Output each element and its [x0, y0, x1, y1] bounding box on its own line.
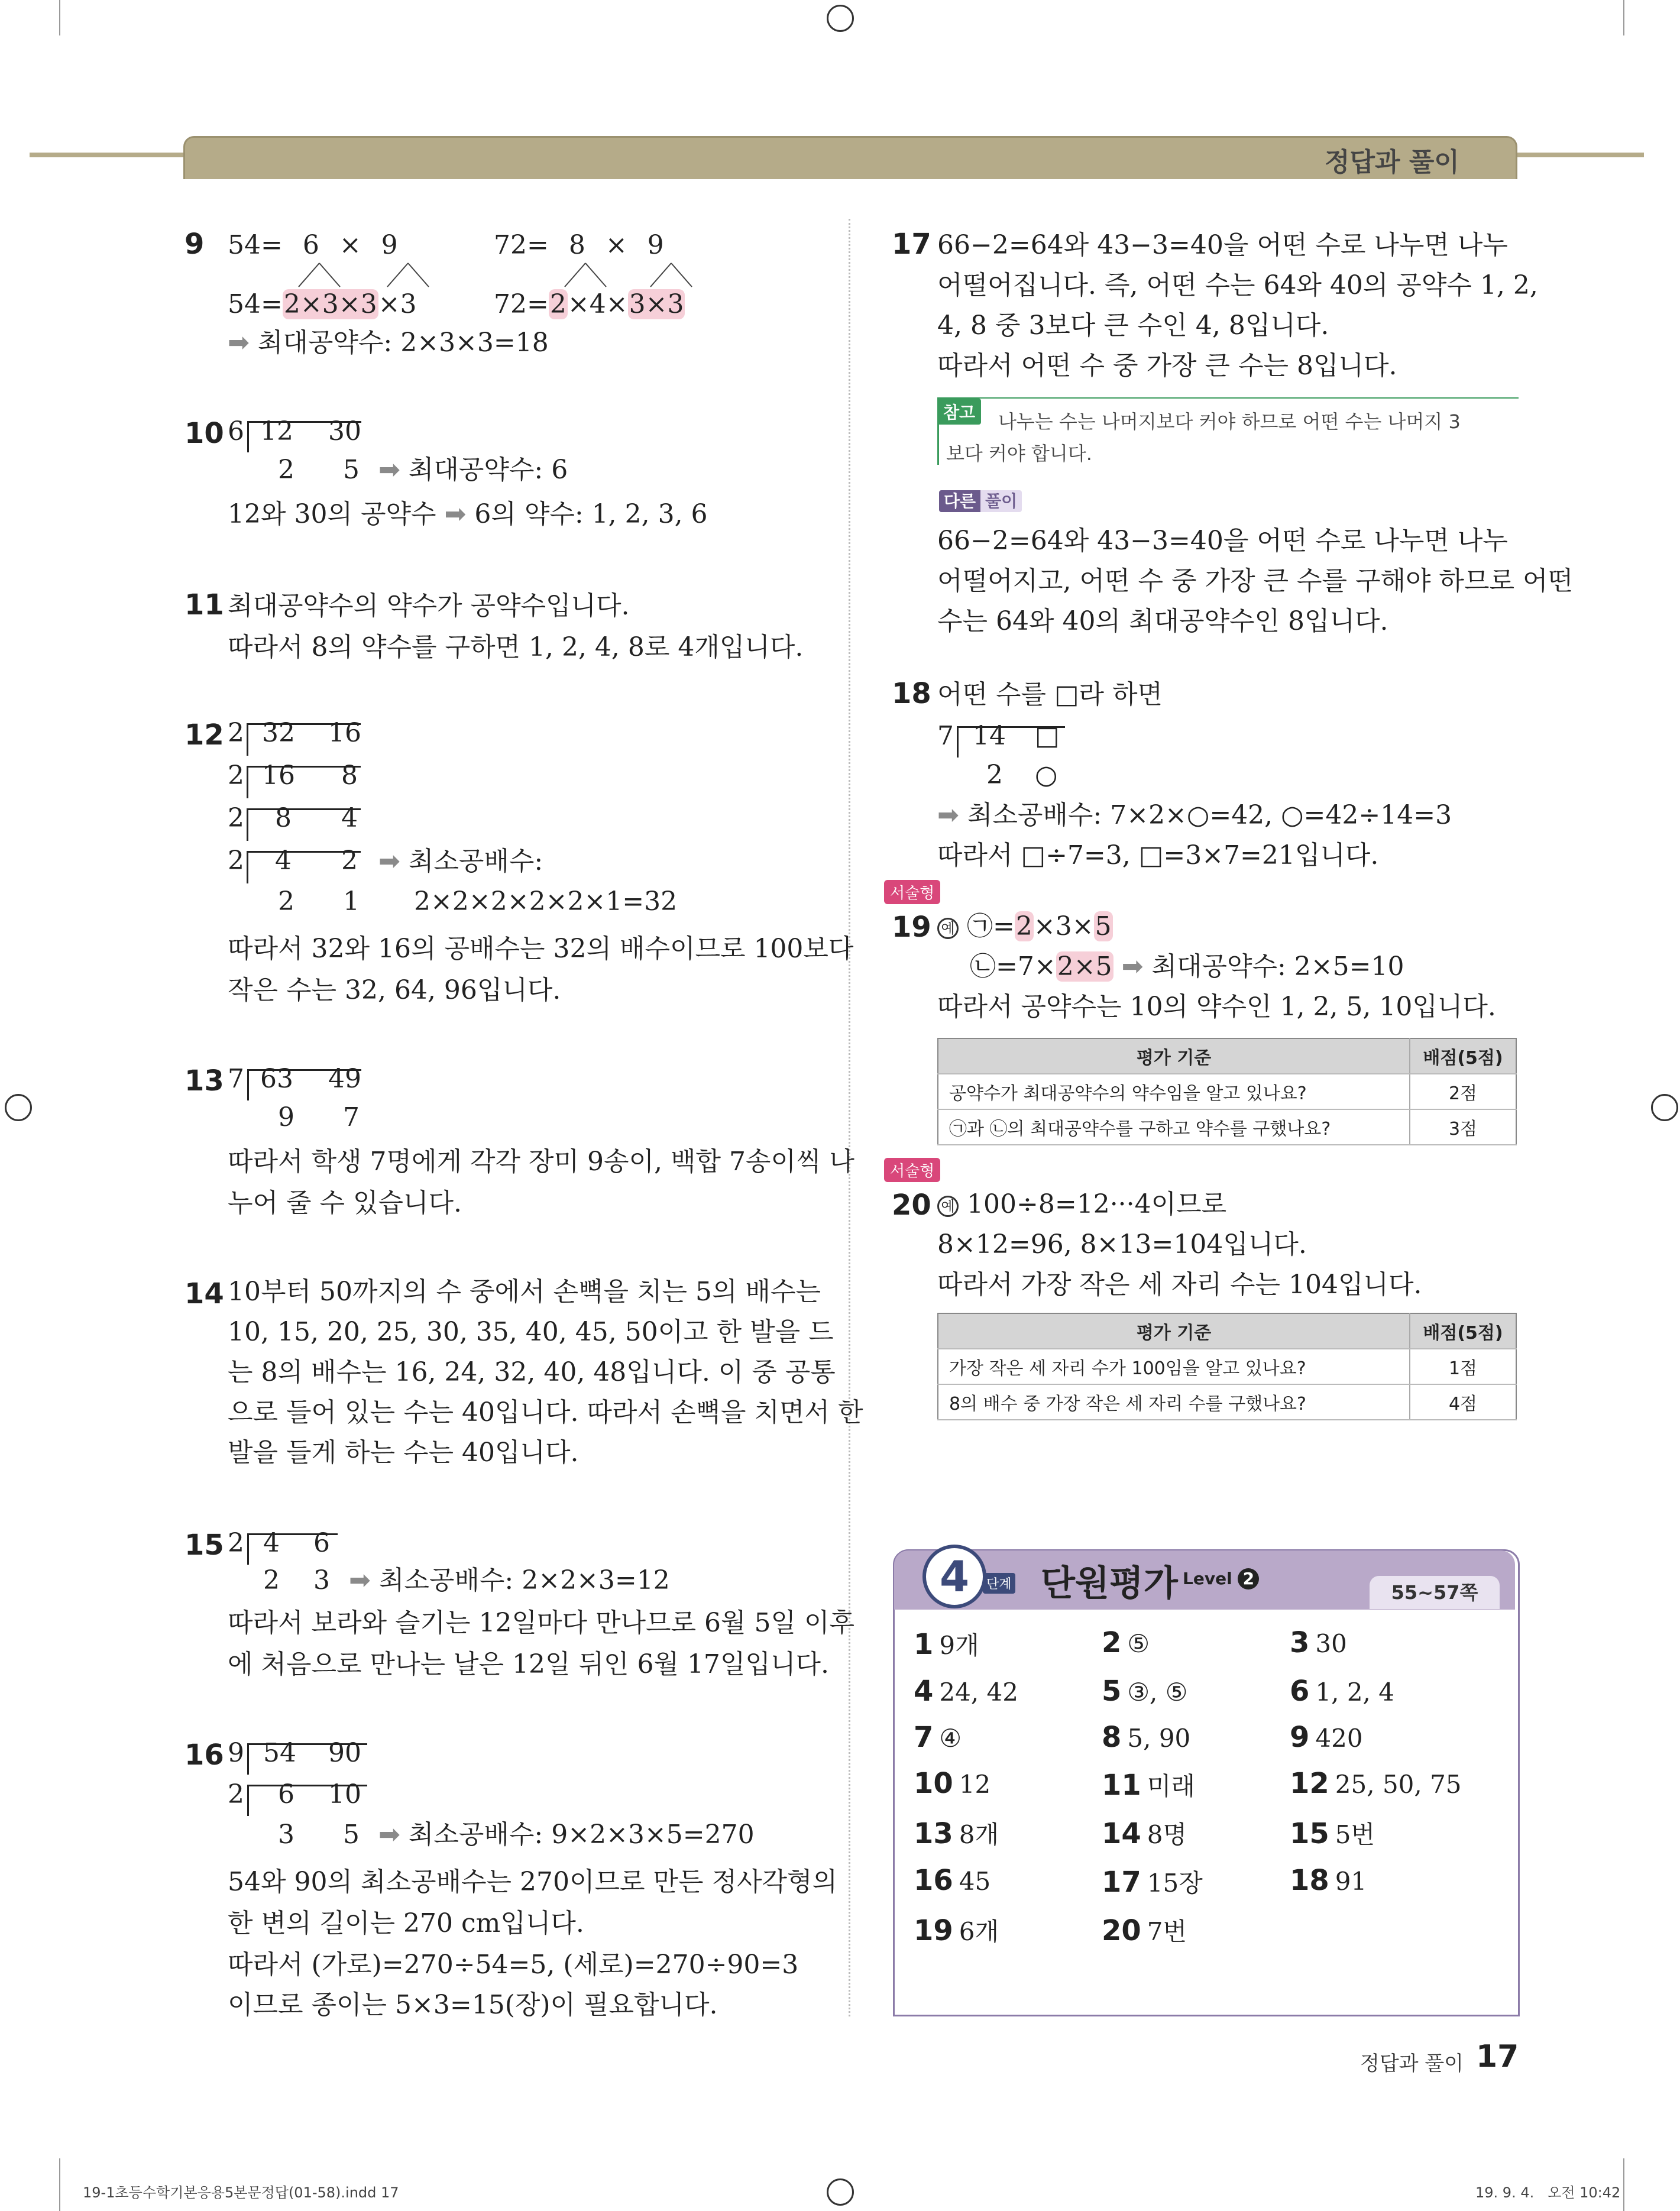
unit-pages: 55~57쪽: [1370, 1576, 1500, 1609]
question-number: 19: [892, 911, 931, 944]
text: =7×: [996, 951, 1056, 982]
arrow-icon: ➡: [937, 800, 959, 830]
q17-line: 어떨어집니다. 즉, 어떤 수는 64와 40의 공약수 1, 2,: [937, 270, 1538, 300]
dividend: 49: [328, 1064, 361, 1094]
text: 최대공약수: 6: [408, 455, 568, 485]
dividend: 4: [275, 846, 292, 876]
dividend: 30: [328, 416, 361, 446]
quotient: 2: [278, 886, 294, 917]
answer-item: [1102, 1626, 1290, 1662]
dividend: 90: [328, 1738, 361, 1768]
quotient: 2: [263, 1565, 280, 1595]
answer-item: [1290, 1626, 1478, 1662]
answer-item: [1102, 1815, 1290, 1851]
quotient: 5: [343, 455, 360, 485]
dividend: 8: [341, 760, 358, 791]
division-bracket: [247, 766, 361, 798]
quotient: 3: [278, 1820, 294, 1850]
divisor: 7: [937, 721, 954, 751]
alt-line: 어떨어지고, 어떤 수 중 가장 큰 수를 구해야 하므로 어떤: [937, 566, 1573, 596]
rubric-criteria: ㉠과 ㉡의 최대공약수를 구하고 약수를 구했나요?: [938, 1109, 1410, 1145]
answer-number: 1: [914, 1628, 934, 1661]
dividend: 54: [263, 1738, 296, 1768]
answer-number: 19: [914, 1914, 953, 1947]
division-bracket: [247, 808, 361, 841]
text: 6의 약수: 1, 2, 3, 6: [474, 499, 708, 529]
division-bracket: [247, 723, 361, 756]
answer-item: [1290, 1864, 1478, 1899]
answer-number: 12: [1290, 1767, 1329, 1800]
answer-value: 7번: [1147, 1917, 1187, 1946]
q14-line: 발을 들게 하는 수는 40입니다.: [228, 1438, 579, 1468]
answer-item: [914, 1864, 1102, 1899]
text: ×3×: [1033, 911, 1094, 941]
dividend: 6: [278, 1779, 294, 1809]
registration-mark-icon: [827, 2178, 854, 2206]
answer-item: [1102, 1675, 1290, 1708]
dividend: 32: [262, 718, 295, 748]
q16-line: 따라서 (가로)=270÷54=5, (세로)=270÷90=3: [228, 1950, 799, 1980]
divisor: 9: [228, 1738, 244, 1768]
text: 12와 30의 공약수: [228, 499, 436, 529]
answer-number: 13: [914, 1817, 953, 1850]
divisor: 2: [228, 1779, 244, 1809]
answer-item: [914, 1815, 1102, 1851]
q12-result: [378, 841, 543, 882]
text: 72=: [494, 289, 549, 319]
answer-number: 11: [1102, 1769, 1141, 1802]
text: 최소공배수: 9×2×3×5=270: [408, 1820, 755, 1850]
question-number: 17: [892, 228, 931, 261]
text: 최소공배수: 2×2×3=12: [378, 1565, 670, 1595]
quotient: 9: [278, 1102, 294, 1132]
divisor: 7: [228, 1064, 244, 1094]
text: ㉡: [970, 951, 996, 982]
text: ×3: [378, 289, 417, 319]
question-number: 20: [892, 1189, 931, 1222]
answer-value: 420: [1315, 1724, 1363, 1753]
question-number: 14: [184, 1277, 224, 1310]
divisor: 2: [228, 760, 244, 791]
rubric-row: [938, 1384, 1516, 1420]
registration-mark-icon: [827, 5, 854, 32]
dividend: 63: [260, 1064, 293, 1094]
answer-value: 6개: [959, 1917, 999, 1946]
answer-value: 45: [959, 1867, 991, 1896]
unit-level: [1183, 1568, 1259, 1590]
divisor: 2: [228, 718, 244, 748]
rubric-row: [938, 1074, 1516, 1109]
essay-tag: 서술형: [884, 880, 940, 904]
answer-value: 24, 42: [939, 1678, 1018, 1707]
answer-number: 4: [914, 1675, 934, 1708]
crop-mark: [1623, 0, 1624, 35]
unit-level-label: Level: [1183, 1569, 1232, 1588]
dividend: 4: [263, 1528, 280, 1558]
highlight: 2×5: [1057, 951, 1112, 982]
q18-line1: 어떤 수를 □라 하면: [937, 679, 1163, 710]
rubric-criteria: 가장 작은 세 자리 수가 100임을 알고 있나요?: [938, 1349, 1410, 1384]
rubric-header-criteria: 평가 기준: [938, 1313, 1410, 1349]
dividend: 10: [328, 1779, 361, 1809]
question-number: 16: [184, 1739, 224, 1772]
answer-number: 6: [1290, 1675, 1310, 1708]
answer-value: 9개: [939, 1631, 979, 1660]
answer-value: 15장: [1147, 1869, 1203, 1898]
q12-line1: 따라서 32와 16의 공배수는 32의 배수이므로 100보다: [228, 934, 854, 964]
q19-line2: [970, 946, 1404, 988]
q17-line: 66−2=64와 43−3=40을 어떤 수로 나누면 나누: [937, 230, 1508, 260]
quotient: 1: [343, 886, 360, 917]
q13-line2: 누어 줄 수 있습니다.: [228, 1188, 462, 1218]
rubric-header: [938, 1038, 1516, 1074]
rubric-table: [937, 1038, 1517, 1145]
answer-item: [1290, 1767, 1478, 1802]
highlight: 2: [549, 289, 567, 319]
answer-number: 20: [1102, 1914, 1141, 1947]
q20-line2: 8×12=96, 8×13=104입니다.: [937, 1229, 1307, 1260]
q9-line1b: 72= 8 × 9: [494, 230, 664, 260]
rubric-table: [937, 1313, 1517, 1420]
rubric-row: [938, 1349, 1516, 1384]
question-number: 13: [184, 1064, 224, 1098]
answer-item: [914, 1675, 1102, 1708]
divisor: 2: [228, 803, 244, 833]
answer-value: 8개: [959, 1820, 999, 1849]
quotient: 7: [343, 1102, 360, 1132]
arrow-icon: ➡: [1121, 951, 1144, 982]
answer-item: [1290, 1721, 1478, 1754]
rubric-score: 1점: [1410, 1349, 1516, 1384]
highlight: 2×3×3: [283, 289, 377, 319]
highlight: 5: [1095, 911, 1112, 941]
answer-item: [1102, 1912, 1290, 1948]
dividend: 12: [260, 416, 293, 446]
q16-line: 이므로 종이는 5×3=15(장)이 필요합니다.: [228, 1990, 718, 2020]
q15-line1: 따라서 보라와 슬기는 12일마다 만나므로 6월 5일 이후: [228, 1608, 854, 1638]
dividend: 16: [328, 718, 361, 748]
question-number: 15: [184, 1529, 224, 1562]
essay-tag: 서술형: [884, 1158, 940, 1182]
q10-line2: [228, 494, 708, 535]
highlight: 3×3: [629, 289, 684, 319]
answer-value: 5번: [1335, 1820, 1375, 1849]
q17-line: 4, 8 중 3보다 큰 수인 4, 8입니다.: [937, 310, 1329, 341]
header-title: 정답과 풀이: [1325, 147, 1459, 177]
footer-stamp: 19. 9. 4. 오전 10:42: [1475, 2184, 1621, 2201]
quotient: ○: [1035, 760, 1058, 790]
division-bracket: [247, 851, 361, 883]
q9-line2a: [228, 284, 416, 325]
q9-line2b: [494, 284, 685, 325]
footer-label: 정답과 풀이: [1360, 2052, 1464, 2076]
text: 최소공배수: 7×2×○=42, ○=42÷14=3: [967, 800, 1452, 830]
rubric-header: [938, 1313, 1516, 1349]
unit-step: 단계: [983, 1573, 1015, 1594]
text: =: [993, 911, 1015, 941]
arrow-icon: ➡: [444, 499, 467, 529]
answer-item: [1290, 1675, 1478, 1708]
q16-result: [378, 1814, 755, 1856]
alt-line: 수는 64와 40의 최대공약수인 8입니다.: [937, 606, 1388, 636]
q11-line1: 최대공약수의 약수가 공약수입니다.: [228, 591, 630, 621]
note-line2: 보다 커야 합니다.: [946, 442, 1092, 465]
q13-line1: 따라서 학생 7명에게 각각 장미 9송이, 백합 7송이씩 나: [228, 1147, 854, 1177]
q19-line1: [937, 906, 1113, 947]
quotient: 2: [278, 455, 294, 485]
answer-value: 30: [1315, 1629, 1347, 1658]
q14-line: 10, 15, 20, 25, 30, 35, 40, 45, 50이고 한 발을 드: [228, 1317, 834, 1347]
divisor: 6: [228, 416, 244, 446]
quotient: 2: [986, 760, 1003, 790]
q16-line: 한 변의 길이는 270 cm입니다.: [228, 1908, 584, 1938]
divisor: 2: [228, 1528, 244, 1558]
answer-value: 25, 50, 75: [1335, 1770, 1462, 1799]
q18-result: [937, 795, 1452, 836]
q15-line2: 에 처음으로 만나는 날은 12일 뒤인 6월 17일입니다.: [228, 1649, 829, 1679]
arrow-icon: ➡: [349, 1565, 371, 1595]
crop-mark: [59, 0, 60, 35]
arrow-icon: ➡: [378, 846, 400, 876]
text: 최소공배수:: [408, 846, 543, 876]
note-line1: 나누는 수는 나머지보다 커야 하므로 어떤 수는 나머지 3: [998, 410, 1461, 433]
answer-number: 14: [1102, 1817, 1141, 1850]
answer-value: 91: [1335, 1867, 1367, 1896]
q11-line2: 따라서 8의 약수를 구하면 1, 2, 4, 8로 4개입니다.: [228, 632, 804, 662]
rubric-header-criteria: 평가 기준: [938, 1038, 1410, 1074]
q19-line3: 따라서 공약수는 10의 약수인 1, 2, 5, 10입니다.: [937, 992, 1496, 1022]
result: [378, 449, 568, 491]
arrow-icon: ➡: [378, 455, 400, 485]
answer-number: 16: [914, 1864, 953, 1897]
crop-mark: [59, 2158, 60, 2211]
text: ×4×: [567, 289, 628, 319]
q14-line: 10부터 50까지의 수 중에서 손뼉을 치는 5의 배수는: [228, 1277, 821, 1307]
question-number: 11: [184, 588, 224, 621]
answer-number: 10: [914, 1767, 953, 1800]
q18-line2: 따라서 □÷7=3, □=3×7=21입니다.: [937, 840, 1379, 870]
rubric-criteria: 공약수가 최대공약수의 약수임을 알고 있나요?: [938, 1074, 1410, 1109]
example-mark: 예: [937, 918, 959, 939]
dividend: □: [1035, 721, 1060, 751]
crop-mark: [1623, 2158, 1624, 2211]
answer-number: 5: [1102, 1675, 1122, 1708]
dividend: 4: [341, 803, 358, 833]
quotient: 5: [343, 1820, 360, 1850]
question-number: 9: [184, 228, 205, 261]
q9-line1a: 54= 6 × 9: [228, 230, 398, 260]
rubric-score: 4점: [1410, 1384, 1516, 1420]
answer-number: 7: [914, 1721, 934, 1754]
q15-result: [349, 1560, 670, 1601]
answer-number: 18: [1290, 1864, 1329, 1897]
q20-line3: 따라서 가장 작은 세 자리 수는 104입니다.: [937, 1270, 1422, 1300]
answer-number: 2: [1102, 1626, 1122, 1659]
registration-mark-icon: [5, 1094, 32, 1121]
text: 최대공약수: 2×5=10: [1151, 951, 1404, 982]
dividend: 8: [275, 803, 292, 833]
q12-line2: 작은 수는 32, 64, 96입니다.: [228, 975, 561, 1005]
example-mark: 예: [937, 1196, 959, 1217]
column-divider: [849, 219, 850, 2016]
answer-item: [1102, 1864, 1290, 1899]
answer-value: ③, ⑤: [1127, 1678, 1188, 1707]
answer-number: 9: [1290, 1721, 1310, 1754]
answer-value: ⑤: [1127, 1629, 1150, 1658]
answer-number: 15: [1290, 1817, 1329, 1850]
dividend: 14: [973, 721, 1006, 751]
text: ㉠: [967, 911, 993, 941]
rubric-score: 3점: [1410, 1109, 1516, 1145]
rubric-header-score: 배점(5점): [1410, 1313, 1516, 1349]
unit-title: 단원평가: [1041, 1563, 1178, 1604]
answer-value: 12: [959, 1770, 991, 1799]
answer-item: [914, 1767, 1102, 1802]
answer-value: 미래: [1147, 1772, 1195, 1801]
rubric-header-score: 배점(5점): [1410, 1038, 1516, 1074]
arrow-icon: ➡: [378, 1820, 400, 1850]
answer-number: 3: [1290, 1626, 1310, 1659]
q17-line: 따라서 어떤 수 중 가장 큰 수는 8입니다.: [937, 351, 1397, 381]
answer-value: 1, 2, 4: [1315, 1678, 1394, 1707]
answer-item: [1102, 1767, 1290, 1802]
highlight: 2: [1015, 911, 1032, 941]
alt-line: 66−2=64와 43−3=40을 어떤 수로 나누면 나누: [937, 526, 1508, 556]
q9-line3: [228, 322, 549, 364]
question-number: 10: [184, 417, 224, 450]
answer-item: [1290, 1815, 1478, 1851]
unit-level-number: 2: [1238, 1568, 1259, 1590]
answer-value: ④: [939, 1724, 962, 1753]
page-number: 17: [1476, 2039, 1519, 2074]
note-tag: 참고: [937, 399, 981, 425]
answer-item: [914, 1721, 1102, 1754]
text: 100÷8=12···4이므로: [967, 1189, 1227, 1219]
dividend: 16: [262, 760, 295, 791]
q14-line: 으로 들어 있는 수는 40입니다. 따라서 손뼉을 치면서 한: [228, 1397, 863, 1427]
alt-solution-tag: [939, 488, 1022, 512]
answer-item: [914, 1626, 1102, 1662]
dividend: 6: [313, 1528, 330, 1558]
q14-line: 는 8의 배수는 16, 24, 32, 40, 48입니다. 이 중 공통: [228, 1357, 836, 1387]
arrow-icon: ➡: [228, 328, 250, 358]
header-tab: [183, 136, 1517, 179]
answer-value: 8명: [1147, 1820, 1187, 1849]
rubric-row: [938, 1109, 1516, 1145]
q12-result2: 2×2×2×2×2×1=32: [414, 886, 678, 917]
answer-grid: [914, 1626, 1511, 1948]
answer-item: [1102, 1721, 1290, 1754]
footer-file: 19-1초등수학기본응용5본문정답(01-58).indd 17: [83, 2184, 399, 2201]
question-number: 12: [184, 718, 224, 752]
registration-mark-icon: [1651, 1094, 1678, 1121]
q16-line: 54와 90의 최소공배수는 270이므로 만든 정사각형의: [228, 1867, 837, 1897]
quotient: 3: [313, 1565, 330, 1595]
answer-number: 17: [1102, 1866, 1141, 1899]
alt-tag-left: 다른: [939, 490, 980, 512]
alt-tag-right: 풀이: [980, 490, 1022, 512]
text: 54=: [228, 289, 283, 319]
rubric-score: 2점: [1410, 1074, 1516, 1109]
answer-number: 8: [1102, 1721, 1122, 1754]
answer-value: 5, 90: [1127, 1724, 1191, 1753]
dividend: 2: [341, 846, 358, 876]
unit-badge: 4: [922, 1545, 986, 1608]
answer-item: [914, 1912, 1102, 1948]
q20-line1: [937, 1184, 1226, 1225]
rubric-criteria: 8의 배수 중 가장 작은 세 자리 수를 구했나요?: [938, 1384, 1410, 1420]
text: 최대공약수: 2×3×3=18: [257, 328, 549, 358]
divisor: 2: [228, 846, 244, 876]
question-number: 18: [892, 677, 931, 710]
